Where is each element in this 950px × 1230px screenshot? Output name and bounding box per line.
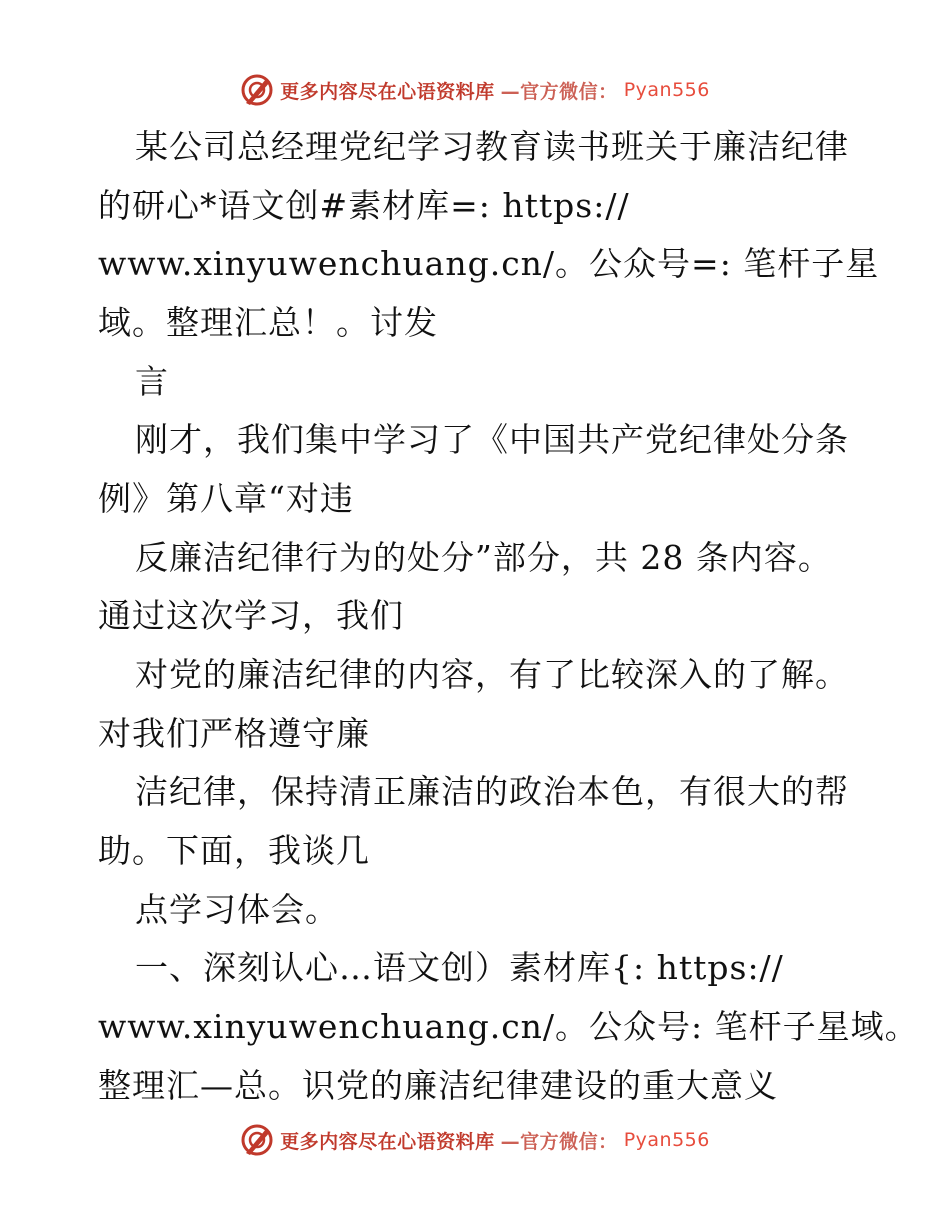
footer-banner (0, 1120, 950, 1160)
body-line: 对我们严格遵守廉 (98, 714, 370, 753)
banner-dash-text: —官方微信： (500, 80, 618, 103)
body-line: 例》第八章“对违 (98, 479, 354, 518)
body-line: 对党的廉洁纪律的内容，有了比较深入的了解。 (135, 655, 849, 694)
quill-pen-logo-icon (240, 1123, 274, 1157)
banner-main-text: 更多内容尽在心语资料库 (280, 80, 495, 103)
body-line: 一、深刻认心…语文创）素材库{: https:// (135, 948, 784, 987)
body-line: 域。整理汇总！。讨发 (98, 303, 438, 342)
body-line: 言 (135, 362, 169, 401)
body-line: 点学习体会。 (135, 890, 339, 929)
quill-pen-logo-icon (240, 73, 274, 107)
body-line: 整理汇—总。识党的廉洁纪律建设的重大意义 (98, 1066, 778, 1105)
body-line: 助。下面，我谈几 (98, 831, 370, 870)
body-line: www.xinyuwenchuang.cn/。公众号=: 笔杆子星 (98, 244, 880, 283)
body-line: 洁纪律，保持清正廉洁的政治本色，有很大的帮 (135, 772, 849, 811)
banner-wechat-id: Pyan556 (623, 1129, 710, 1151)
body-line: 反廉洁纪律行为的处分”部分，共 28 条内容。 (135, 538, 832, 577)
body-line: 刚才，我们集中学习了《中国共产党纪律处分条 (135, 420, 849, 459)
banner-wechat-id: Pyan556 (623, 79, 710, 101)
body-line: www.xinyuwenchuang.cn/。公众号: 笔杆子星域。 (98, 1007, 919, 1046)
banner-dash-text: —官方微信： (500, 1130, 618, 1153)
body-line: 通过这次学习，我们 (98, 596, 404, 635)
body-line: 某公司总经理党纪学习教育读书班关于廉洁纪律 (135, 127, 849, 166)
header-banner (0, 70, 950, 110)
body-line: 的研心*语文创#素材库=: https:// (98, 186, 630, 225)
banner-main-text: 更多内容尽在心语资料库 (280, 1130, 495, 1153)
